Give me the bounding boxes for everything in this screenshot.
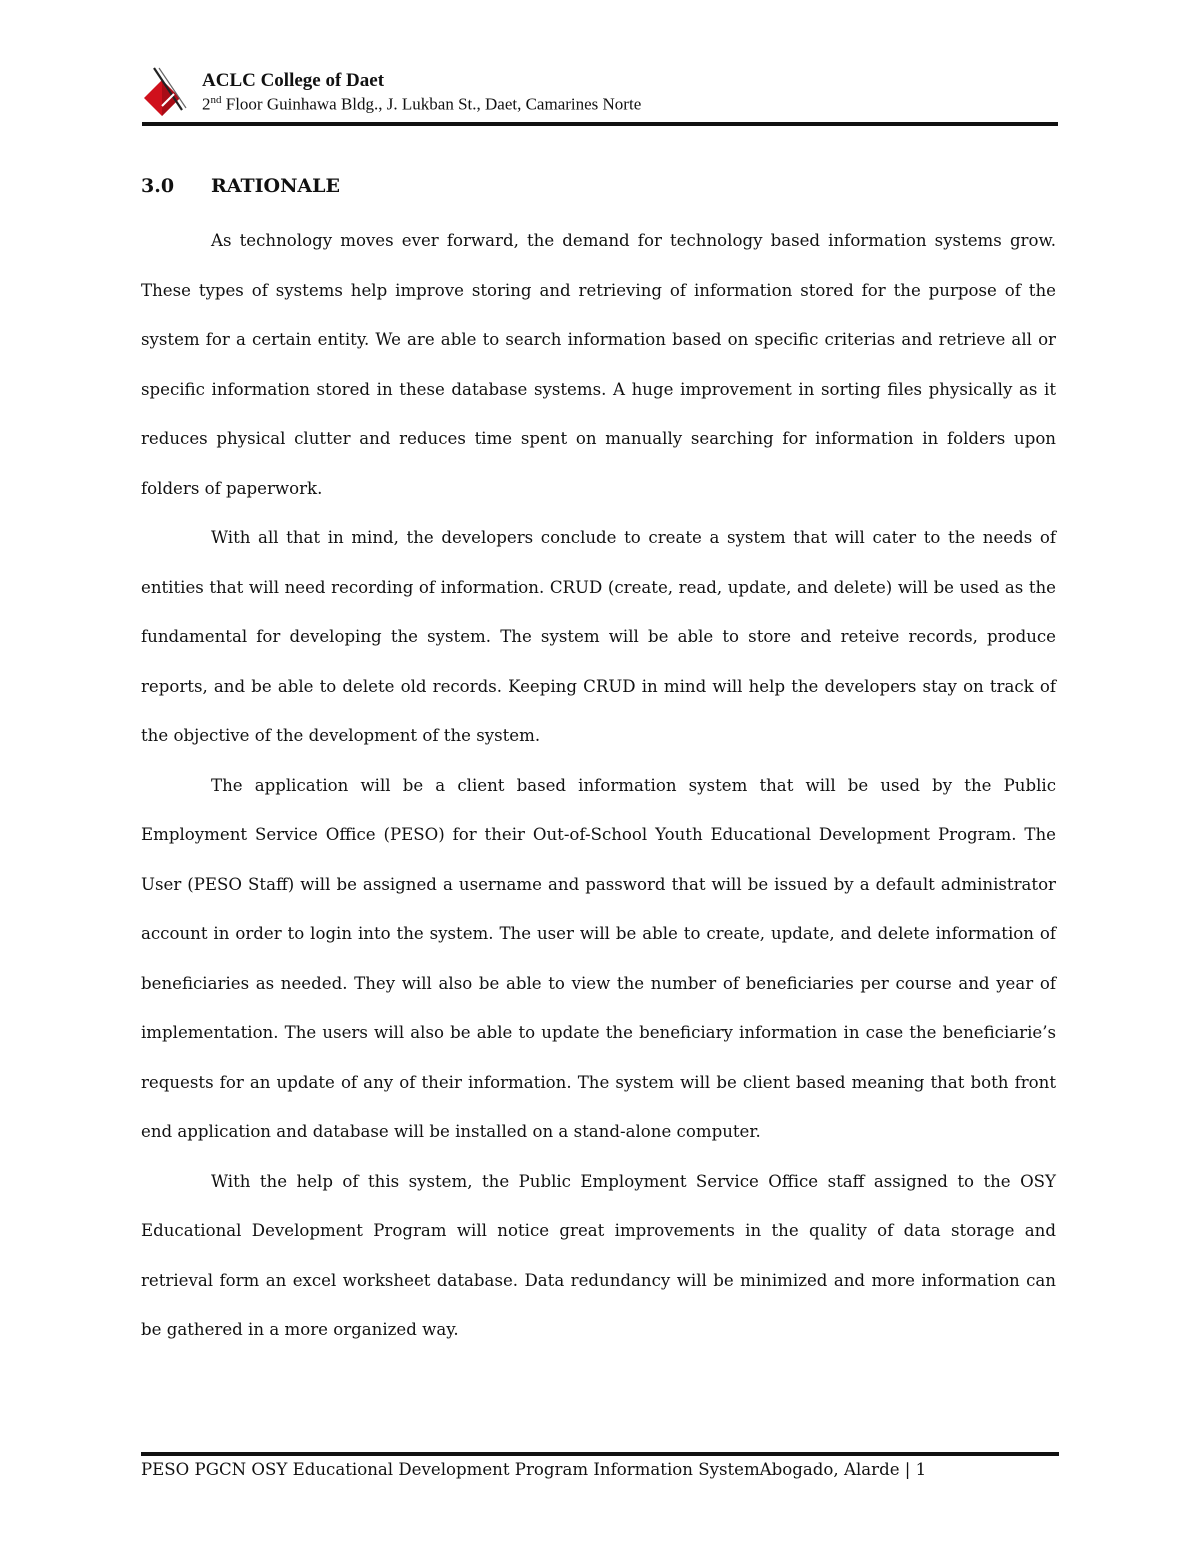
section-heading bbox=[141, 175, 340, 197]
address-floor-suffix: nd bbox=[210, 94, 222, 106]
college-name: ACLC College of Daet bbox=[202, 70, 385, 91]
college-address bbox=[202, 94, 641, 115]
paragraph: With the help of this system, the Public Employment Service Office staff assigned to the OSY Educational Development Program will notice great improvements in the quality of data storage and retrieval form an excel worksheet database. Data redundancy will be minimized and more information can be gathered in a more organized way. bbox=[141, 1171, 1056, 1339]
footer-rule bbox=[141, 1452, 1059, 1456]
page-header bbox=[140, 62, 1058, 132]
section-number: 3.0 bbox=[141, 175, 175, 197]
address-floor-number: 2 bbox=[202, 94, 211, 114]
paragraph: The application will be a client based information system that will be used by the Public Employment Service Office (PESO) for their Out-of-School Youth Educational Development Program. The User (PESO Staff) will be assigned a username and password that will be issued by a default administrator account in order to login into the system. The user will be able to create, update, and delete information of beneficiaries as needed. They will also be able to view the number of beneficiaries per course and year of implementation. The users will also be able to update the beneficiary information in case the beneficiarie’s requests for an update of any of their information. The system will be client based meaning that both front end application and database will be installed on a stand-alone computer. bbox=[141, 775, 1056, 1141]
address-rest: Floor Guinhawa Bldg., J. Lukban St., Daet, Camarines Norte bbox=[221, 94, 642, 114]
aclc-logo-icon bbox=[140, 66, 190, 124]
paragraph: With all that in mind, the developers conclude to create a system that will cater to the needs of entities that will need recording of information. CRUD (create, read, update, and delete) will be used as the fundamental for developing the system. The system will be able to store and reteive records, produce reports, and be able to delete old records. Keeping CRUD in mind will help the developers stay on track of the objective of the development of the system. bbox=[141, 528, 1056, 745]
section-title: RATIONALE bbox=[211, 175, 341, 197]
body-text bbox=[141, 216, 1056, 1355]
page-footer: PESO PGCN OSY Educational Development Program Information SystemAbogado, Alarde | 1 bbox=[141, 1460, 927, 1479]
header-rule bbox=[142, 122, 1058, 126]
paragraph: As technology moves ever forward, the demand for technology based information systems grow. These types of systems help improve storing and retrieving of information stored for the purpose of the system for a certain entity. We are able to search information based on specific criterias and retrieve all or specific information stored in these database systems. A huge improvement in sorting files physically as it reduces physical clutter and reduces time spent on manually searching for information in folders upon folders of paperwork. bbox=[141, 231, 1056, 498]
